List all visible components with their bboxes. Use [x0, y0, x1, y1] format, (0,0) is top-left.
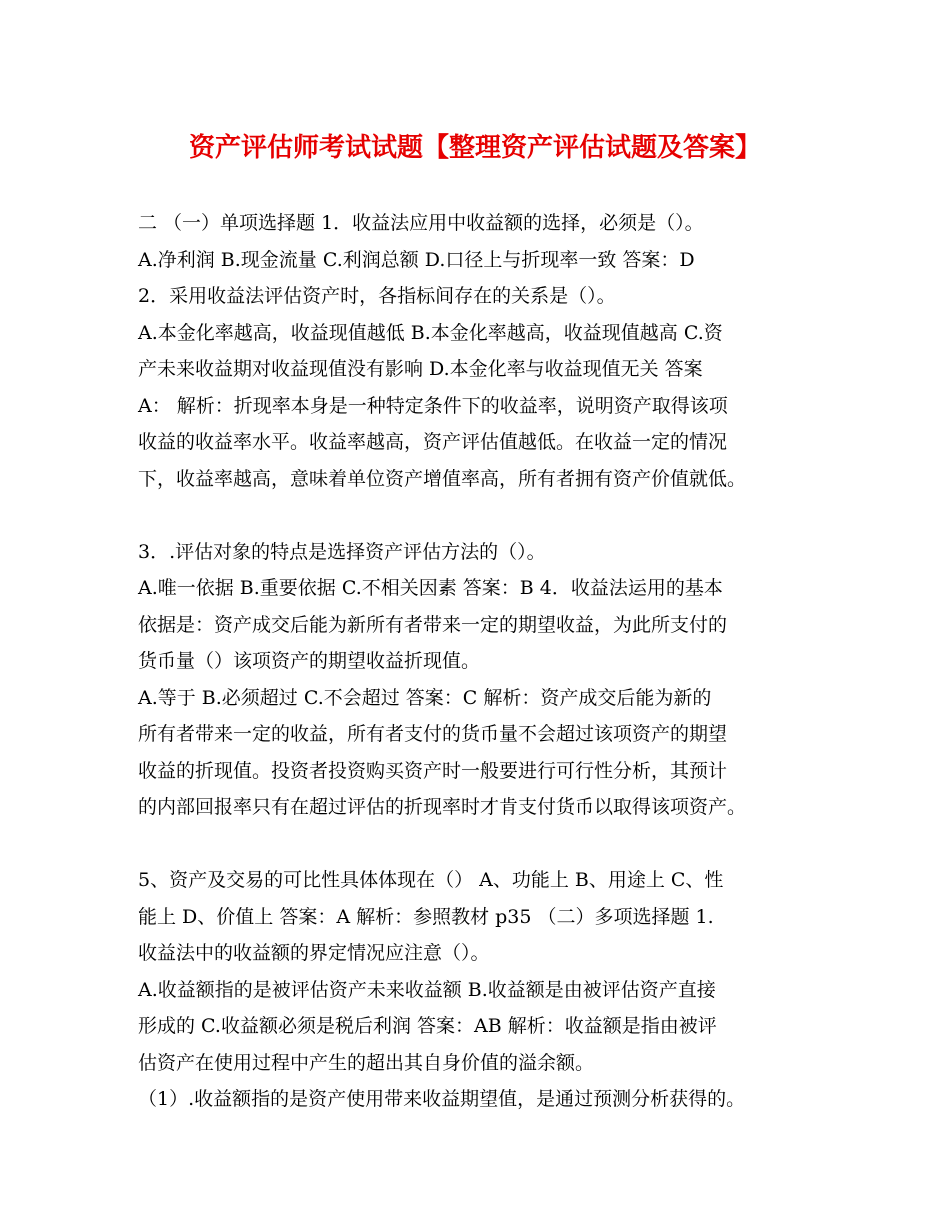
document-body	[138, 205, 828, 1118]
document-title: 资产评估师考试试题【整理资产评估试题及答案】	[188, 133, 761, 163]
text-line: 所有者带来一定的收益，所有者支付的货币量不会超过该项资产的期望	[138, 723, 728, 745]
text-line: 产未来收益期对收益现值没有影响 D.本金化率与收益现值无关 答案	[138, 358, 703, 380]
text-line: A.净利润 B.现金流量 C.利润总额 D.口径上与折现率一致 答案：D	[138, 248, 695, 271]
text-line: 2．采用收益法评估资产时，各指标间存在的关系是（）。	[138, 285, 616, 307]
text-line: 收益法中的收益额的界定情况应注意（）。	[138, 942, 490, 964]
text-line: 的内部回报率只有在超过评估的折现率时才肯支付货币以取得该项资产。	[138, 796, 747, 818]
text-line: A.本金化率越高，收益现值越低 B.本金化率越高，收益现值越高 C.资	[138, 321, 723, 344]
text-line: 估资产在使用过程中产生的超出其自身价值的溢余额。	[138, 1051, 595, 1074]
text-line: A.唯一依据 B.重要依据 C.不相关因素 答案：B 4．收益法运用的基本	[138, 577, 723, 599]
paragraph-spacer	[138, 826, 828, 863]
text-line: 收益的折现值。投资者投资购买资产时一般要进行可行性分析，其预计	[138, 759, 728, 782]
paragraph-spacer	[138, 497, 828, 534]
text-line: 二 （一）单项选择题 1．收益法应用中收益额的选择，必须是（）。	[138, 212, 704, 234]
text-line: A.等于 B.必须超过 C.不会超过 答案：C 解析：资产成交后能为新的	[138, 686, 712, 709]
text-line: 收益的收益率水平。收益率越高，资产评估值越低。在收益一定的情况	[138, 431, 728, 453]
text-line: A.收益额指的是被评估资产未来收益额 B.收益额是由被评估资产直接	[138, 978, 716, 1001]
text-line: （1）.收益额指的是资产使用带来收益期望值，是通过预测分析获得的。	[138, 1088, 746, 1110]
text-line: A： 解析：折现率本身是一种特定条件下的收益率，说明资产取得该项	[138, 394, 728, 417]
text-line: 形成的 C.收益额必须是税后利润 答案：AB 解析：收益额是指由被评	[138, 1015, 717, 1037]
text-line: 5、资产及交易的可比性具体体现在（） A、功能上 B、用途上 C、性	[138, 869, 724, 891]
text-line: 能上 D、价值上 答案：A 解析：参照教材 p35 （二）多项选择题 1.	[138, 905, 714, 928]
text-line: 依据是：资产成交后能为新所有者带来一定的期望收益，为此所支付的	[138, 613, 728, 636]
text-line: 3．.评估对象的特点是选择资产评估方法的（）。	[138, 540, 546, 563]
text-line: 下，收益率越高，意味着单位资产增值率高，所有者拥有资产价值就低。	[138, 467, 747, 490]
text-line: 货币量（）该项资产的期望收益折现值。	[138, 650, 481, 672]
